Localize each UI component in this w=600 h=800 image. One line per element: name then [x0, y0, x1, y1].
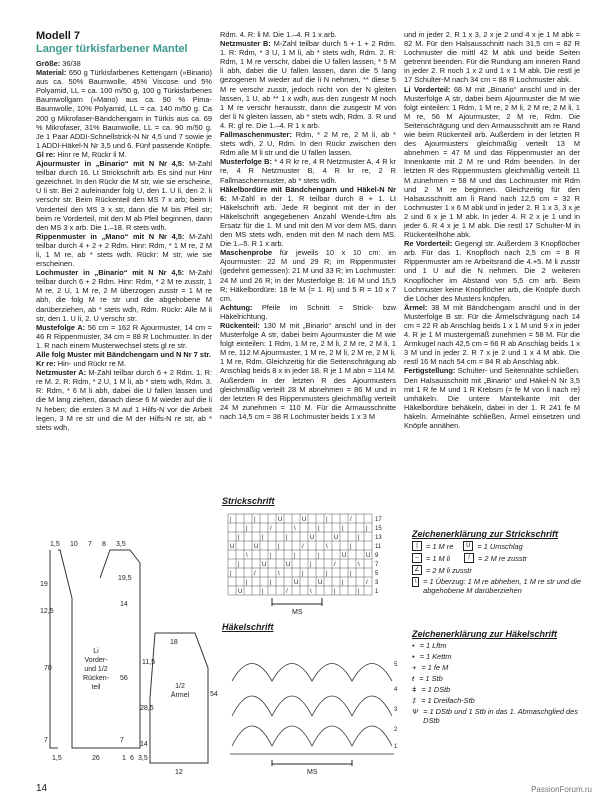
- para-achtung: Achtung: Pfeile im Schnitt = Strick- bzw Häkelrichtung.: [220, 302, 396, 321]
- knit-row-number: 1: [375, 589, 379, 595]
- treble-crochet-icon: ǂ: [412, 685, 417, 694]
- knit-symbol: /: [302, 544, 304, 550]
- legend-crochet-row-2: ▪ = 1 Kettm: [412, 652, 452, 661]
- dim-right-3: 56: [120, 675, 128, 682]
- para-kr-re: Kr re: Hin- und Rückr re M.: [36, 359, 126, 369]
- back-piece-outline: [50, 550, 58, 748]
- label-main-3: und 1/2: [84, 666, 108, 673]
- haekelschrift-title: Häkelschrift: [222, 622, 274, 632]
- strickschrift-legend: [412, 530, 587, 595]
- strickschrift-chart: [222, 508, 392, 620]
- legend-knit-row-1: | = 1 M re U = 1 Umschlag: [412, 541, 587, 551]
- knit-symbol: U: [342, 553, 347, 559]
- legend-knit-row-4: \ = 1 Überzug: 1 M re abheben, 1 M re str und die abgehobene M darüberziehen: [412, 577, 587, 595]
- knit-symbol: |: [350, 571, 352, 577]
- knit-symbol: |: [230, 517, 232, 523]
- para-fallmaschen: Fallmaschenmuster: Rdm, * 2 M re, 2 M li, ab * stets wdh, 2 U, Rdm. In den Rückr zwischen den Rdm alle M li str und die U fallen lassen.: [220, 130, 396, 158]
- knit-symbol: |: [246, 526, 248, 532]
- knit-symbol: U: [366, 553, 371, 559]
- dim-right-1: 19,5: [118, 575, 132, 582]
- legend-knit-row-3: ∠ = 2 M li zusstr: [412, 565, 587, 575]
- knit-symbol: |: [302, 571, 304, 577]
- legend-crochet-row-3: + = 1 fe M: [412, 663, 449, 672]
- knit-symbol: |: [318, 553, 320, 559]
- dim-bottom-5: 3,5: [138, 755, 148, 762]
- knit-symbol: /: [334, 562, 336, 568]
- knit-symbol: U: [238, 589, 243, 595]
- watermark: PassionForum.ru: [531, 785, 592, 794]
- schematic-svg: [30, 538, 216, 778]
- dim-top-1: 1,5: [50, 541, 60, 548]
- dim-top-5: 3,5: [116, 541, 126, 548]
- knit-symbol: /: [350, 517, 352, 523]
- column-3: [404, 30, 580, 430]
- knit-symbol: |: [358, 535, 360, 541]
- crochet-row-number: 1: [394, 744, 398, 750]
- knit-row-number: 13: [375, 535, 382, 541]
- dim-left-4: 7: [44, 737, 48, 744]
- dim-bottom-3: 1: [122, 755, 126, 762]
- knit-symbol: |: [366, 526, 368, 532]
- para-ajourmuster: Ajourmuster in „Binario“ mit N Nr 4,5: M-Zahl teilbar durch 16. Lt Strickschrift arb. Es sind nur Hinr gezeichnet. In den Rückr die M str, wie sie erscheine, U li str. Bei 2 aufeinander folg U, den 1. U li, den 2. li verschr str. Beim Rückenteil den MS 7 x arb; beim li Vorderteil den MS 3 x str, dann die M bis Pfeil str; beim re Vorderteil, mit den M ab Pfeil beginnen, dann den MS 3 x arb. Die 1.–18. R stets wdh.: [36, 159, 212, 232]
- knit-symbol: |: [342, 580, 344, 586]
- label-main-5: teil: [91, 684, 101, 691]
- knit-symbol: /: [366, 580, 368, 586]
- knit-symbol: |: [294, 553, 296, 559]
- dim-left-1: 19: [40, 581, 48, 588]
- k2tog-icon: /: [464, 553, 474, 563]
- para-gl-re: Gl re: Hinr re M, Rückr li M.: [36, 149, 127, 159]
- knit-symbol: |: [350, 544, 352, 550]
- ms-label: MS: [292, 609, 303, 616]
- knit-symbol: \: [278, 571, 280, 577]
- knit-symbol: \: [246, 553, 248, 559]
- knit-symbol: |: [358, 589, 360, 595]
- sleeve-dim-4: 14: [140, 741, 148, 748]
- dim-bottom-4: 6: [130, 755, 134, 762]
- haekelschrift-legend: [412, 630, 587, 725]
- legend-crochet-row-5: ǂ = 1 DStb: [412, 685, 451, 694]
- model-subtitle: Langer türkisfarbener Mantel: [36, 43, 188, 55]
- knit-row-number: 5: [375, 571, 379, 577]
- label-main-4: Rücken-: [82, 675, 110, 682]
- para-musterfolge-a: Mustefolge A: 56 cm = 162 R Ajourmuster, 14 cm = 46 R Rippenmuster, 34 cm = 88 R Lochmuster. In der 1. R nach einem Musterwechsel stets gl re str.: [36, 322, 212, 350]
- double-crochet-icon: ŧ: [412, 674, 415, 683]
- crochet-row-number: 4: [394, 687, 398, 693]
- ssk-icon: \: [412, 577, 419, 587]
- knit-symbol: |: [238, 562, 240, 568]
- knit-symbol: |: [270, 580, 272, 586]
- knit-symbol: U: [334, 535, 339, 541]
- legend-crochet-row-6: ‡ = 1 Dreifach-Stb: [412, 696, 475, 705]
- knit-symbol: |: [262, 535, 264, 541]
- knit-row-number: 15: [375, 526, 382, 532]
- knit-row-number: 9: [375, 553, 379, 559]
- sleeve-label-1: 1/2: [175, 683, 185, 690]
- knit-symbol: |: [326, 571, 328, 577]
- sleeve-dim-6: 54: [210, 691, 218, 698]
- para-lochmuster: Lochmuster in „Binario“ mit N Nr 4,5: M-Zahl teilbar durch 6 + 2 Rdm. Hinr: Rdm, * 2 M re zusstr, 1 M re, 2 U, 1 M re, 2 M überzogen zusstr = 1 M re abh, die folg M re str und die abgehobene M darüberziehen, ab * stets wdh, Rdm. Rückr: Alle M li str, den 1. U li, 2. U verschr str.: [36, 268, 212, 323]
- dim-left-3: 70: [44, 665, 52, 672]
- chain-icon: •: [412, 641, 415, 650]
- knit-symbol: U: [254, 544, 259, 550]
- column-1: [36, 30, 212, 432]
- dim-bottom-1: 1,5: [52, 755, 62, 762]
- knit-symbol: |: [254, 517, 256, 523]
- page-number: 14: [36, 783, 48, 794]
- dim-right-2: 14: [120, 601, 128, 608]
- para-material: Material: 650 g Türkisfarbenes Kettengarn (»Binario) aus ca. 50% Baumwolle, 45% Viscose und 5% Polyamid, LL = ca. 100 m/50 g, 100 g Türkisfarbenes Baumwollgarn (»Mano) aus ca. 90 % Pima-Baumwolle, 10% Polyamid, LL = ca. 140 m/50 g. Ca 200 g Mikrofaser-Bändchengarn in Türkis aus ca. 69 % Mikrofaser, 31% Baumwolle, LL = ca. 90 m/50 g. Je 1 Paar ADDI-Schnellstrick-N Nr 4,5 und 7 sowie je 1 ADDI-Häkel-N Nr 3,5 und 6. Fünf passende Knöpfe.: [36, 68, 212, 150]
- knit-symbol: |: [270, 553, 272, 559]
- triple-treble-icon: ‡: [412, 696, 417, 705]
- para-alle-folg: Alle folg Muster mit Bändchengarn und N Nr 7 str.: [36, 350, 211, 359]
- knit-row-number: 3: [375, 580, 379, 586]
- knit-symbol: /: [254, 571, 256, 577]
- legend-knit-row-2: – = 1 M li / = 2 M re zusstr: [412, 553, 587, 563]
- knit-symbol: |: [246, 580, 248, 586]
- para-halsausschnitt: und in jeder 2. R 1 x 3, 2 x je 2 und 4 x je 1 M abk = 82 M. Für den Halsausschnitt nach 31,5 cm = 82 R Lochmuster die mittl 42 M abk und beide Seiten getrennt beenden. Für die Rundung am inneren Rand in jeder 2. R noch 1 x 2 und 1 x 1 M abk. Die restl je 17 Schulter-M nach 34 cm = 88 R Lochmuster abk.: [404, 30, 580, 85]
- strickschrift-svg: [222, 508, 392, 620]
- knit-symbol: |: [310, 562, 312, 568]
- sleeve-dim-2: 11,5: [142, 659, 156, 666]
- knit-symbol: U: [262, 562, 267, 568]
- knit-symbol: /: [286, 589, 288, 595]
- dim-left-2: 12,5: [40, 608, 54, 615]
- legend-crochet-row-1: • = 1 Lftm: [412, 641, 447, 650]
- sleeve-label-2: Ärmel: [170, 692, 190, 699]
- knit-symbol: U: [318, 580, 323, 586]
- knit-symbol: |: [334, 589, 336, 595]
- crochet-row-3-arcs: [232, 696, 392, 716]
- haekelschrift-svg: [222, 636, 402, 776]
- para-rippenmuster: Rippenmuster in „Mano“ mit N Nr 4,5: M-Zahl teilbar durch 4 + 2 + 2 Rdm. Hinr: Rdm, * 1 M re, 2 M li, 1 M re, ab * stets wdh. Rückr: M str, wie sie erscheinen.: [36, 231, 212, 269]
- crochet-row-number: 2: [394, 727, 398, 733]
- knit-symbol: \: [358, 562, 360, 568]
- sleeve-dim-5: 12: [175, 769, 183, 776]
- knit-symbol: U: [286, 562, 291, 568]
- strickschrift-legend-title: Zeichenerklärung zur Strickschrift: [412, 529, 559, 539]
- para-netzmuster-b: Netzmuster B: M-Zahl teilbar durch 5 + 1 + 2 Rdm. 1. R: Rdm, * 3 U, 1 M li, ab * stets wdh, Rdm. 2. R: Rdm, 1 M re verschr, dabei die U fallen lassen, * 5 M li abh, dabei die U fallen lassen, dann die 5 lang gezogenen M wieder auf die li N nehmen, ** diese 5 M re verschr zusstr, jedoch nicht von der N gleiten lassen, 1 U, ab ** 1 x wdh, aus den zusgestr M noch 1 M re verschr herausstr, dann die zusgestr M von der li N gleiten lassen, ab * stets wdh, Rdm. 3. R und 4. R: gl re. Die 1.–4. R 1 x arb.: [220, 39, 396, 130]
- crochet-row-5-arcs: [232, 664, 392, 682]
- para-rdm: Rdm. 4. R: li M. Die 1.–4. R 1 x arb.: [220, 30, 337, 39]
- dim-top-3: 7: [88, 541, 92, 548]
- legend-crochet-row-4: ŧ = 1 Stb: [412, 674, 443, 683]
- knit-symbol: |: [278, 544, 280, 550]
- p2tog-icon: ∠: [412, 565, 422, 575]
- knit-left-icon: –: [412, 553, 422, 563]
- knit-symbol: \: [294, 526, 296, 532]
- column-2: [220, 30, 396, 421]
- knit-right-icon: |: [412, 541, 422, 551]
- knit-row-number: 17: [375, 517, 382, 523]
- knit-symbol: |: [262, 589, 264, 595]
- para-re-vorderteil: Re Vorderteil: Gegengl str. Außerdem 3 Knopflöcher arb. Für das 1. Knopfloch nach 2,5 cm = 8 R Rippenmuster am re Arbeitsrand die 4.+5. M li zusstr und 1 U auf die N nehmen. Die 2 weiteren Knopflöcher im Abstand von 5,5 cm arb. Beim Lochmuster keine Knopflöcher arb, die Knöpfe durch die Löcher des Musters knöpfen.: [404, 239, 580, 303]
- knit-row-number: 11: [375, 544, 382, 550]
- slip-stitch-icon: ▪: [412, 652, 415, 661]
- single-crochet-icon: +: [412, 663, 417, 672]
- knit-symbol: U: [230, 544, 235, 550]
- yarn-over-icon: U: [463, 541, 473, 551]
- crochet-row-number: 3: [394, 707, 398, 713]
- para-aermel: Ärmel: 38 M mit Bändchengarn anschl und in der Musterfolge B str. Für die Ärmelschrägung nach 14 cm = 22 R ab Anschlag beids 1 x 1 M und 9 x in jeder 4. R je 1 M mustergemäß zunehmen = 58 M. Für die Armkugel nach 42,5 cm = 66 R ab Anschlag beids 1 x 3 M und in jeder 2. R 7 x je 2 und 1 x 4 M abk. Die restl 16 M nach 54 cm = 84 R ab Anschlag abk.: [404, 302, 580, 367]
- knit-symbol: U: [294, 580, 299, 586]
- knit-symbol: |: [238, 535, 240, 541]
- knit-symbol: |: [230, 571, 232, 577]
- haekelschrift-legend-title: Zeichenerklärung zur Häkelschrift: [412, 629, 558, 639]
- para-li-vorderteil: Li Vorderteil: 68 M mit „Binario“ anschl und in der Musterfolge A str, dabei beim Ajourmuster die M wie folgt einteilen: 1 Rdm, 1 M re, 2 M li, 2 M re, 2 M li, 1 M re, 56 M Ajourmuster, 2 M re, Rdm. Die Seitenschrägung und den Armausschnitt am re Rand wie beim Rückenteil arb. Außerdem in der letzten R des Ajourmusters gleichmäßig verteilt 13 M abnehmen = 47 M und das Rippenmuster an der Innenkante mit 2 M re und Rdm beenden. In der letzten R des Rippenmusters gleichmäßig verteilt 11 M zunehmen = 58 M und das Lochmuster mit Rdm und 2 M re beginnen. Gleichzeitig für den Halsausschnitt am li Rand nach 12,5 cm = 32 R Lochmuster 1 x 6 M abk und in jeder 2. R 1 x 3, 3 x je 2 und 6 x je 1 M abk. In jeder 4. R 2 x je 1 und in jeder 6. R 4 x je 1 M abk. Die restl 17 Schulter-M in Rückenteilhöhe abk.: [404, 84, 580, 240]
- knit-symbol: U: [278, 517, 283, 523]
- para-musterfolge-b: Musterfolge B: * 4 R kr re, 4 R Netzmuster A, 4 R kr re, 4 R Netzmuster B, 4 R kr re, 2 R Fallmaschenmuster, ab * stets wdh.: [220, 157, 396, 185]
- knit-symbol: /: [270, 526, 272, 532]
- dim-bottom-2: 26: [92, 755, 100, 762]
- dim-top-4: 8: [102, 541, 106, 548]
- para-netzmuster-a: Netzmuster A: M-Zahl teilbar durch 6 + 2 Rdm. 1. R: re M. 2. R: Rdm, * 2 U, 1 M li, ab * stets wdh, Rdm. 3. R: Rdm, * 6 M li abh, dabei die U fallen lassen und die M lang ziehen, danach diese 6 M wieder auf die li N heben; die ersten 3 M auf 1 Hilfs-N vor die Arbeit legen, 3 M re str und die M der Hilfs-N re str, ab * stets wdh,: [36, 368, 212, 432]
- para-rueckenteil: Rückenteil: 130 M mit „Binario“ anschl und in der Musterfolge A str, dabei beim Ajourmuster die M wie folgt einteilen: 1 Rdm, 1 M re, 2 M li, 2 M re, 2 M li, 1 M re, 112 M Ajourmuster, 1 M re, 2 M li, 2 M re, 2 M li, 1 M re, Rdm. Gleichzeitig für die Seitenschrägung ab Anschlag beids 8 x in jeder 18. R je 1 M abn = 114 M. Außerdem in der letzten R des Ajourmusters gleichmäßig verteilt 28 M abnehmen = 86 M und in der letzten R des Rippenmusters gleichmäßig verteilt 24 M zunehmen = 110 M. Für die Armausschnitte nach 14,5 cm = 38 R Lochmuster beids 1 x 3 M: [220, 321, 396, 421]
- knit-symbol: \: [310, 589, 312, 595]
- sleeve-dim-1: 18: [170, 639, 178, 646]
- knit-symbol: |: [326, 517, 328, 523]
- knit-symbol: |: [286, 535, 288, 541]
- knit-symbol: |: [342, 526, 344, 532]
- crochet-row-1-arcs: [232, 726, 392, 746]
- knit-row-number: 7: [375, 562, 379, 568]
- crochet-ms-label: MS: [307, 769, 318, 776]
- para-fertigstellung: Fertigstellung: Schulter- und Seitennähte schließen. Den Halsausschnitt mit „Binario“ und Häkel-N Nr 3,5 mit 1 R fe M und 1 R Krebsm (= fe M von li nach re) umhäkeln. Die untere Mantelkante mit der Häkelbordüre behäkeln, dabei in der 1. R 241 fe M häkeln. Ärmelnähte schließen, Ärmel einsetzen und Knöpfe annähen.: [404, 366, 580, 431]
- model-title: Modell 7: [36, 30, 81, 42]
- legend-crochet-row-7: Ѱ = 1 DStb und 1 Stb in das 1. Abmaschglied des DStb: [412, 707, 578, 725]
- knit-symbol: U: [310, 535, 315, 541]
- para-haekelbordure: Häkelbordüre mit Bändchengarn und Häkel-N Nr 6: M-Zahl in der 1. R teilbar durch 8 + 1. Lt Häkelschrift arb. Jede R beginnt mit der in der Häkelschrift angegebenen Anzahl Wende-Lftm als Ersatz für die 1. M und mit den M vor dem MS, dann den MS stets wdh, enden mit den M nach dem MS. Die 1.–5. R 1 x arb.: [220, 184, 396, 249]
- crochet-row-number: 5: [394, 662, 398, 668]
- dim-right-4: 7: [120, 737, 124, 744]
- label-main-2: Vorder-: [84, 657, 108, 664]
- garment-schematic: [30, 538, 216, 778]
- knit-symbol: \: [326, 544, 328, 550]
- strickschrift-title: Strickschrift: [222, 496, 275, 506]
- haekelschrift-chart: [222, 636, 402, 776]
- sleeve-dim-3: 28,5: [140, 705, 154, 712]
- knit-symbol: U: [302, 517, 307, 523]
- dim-top-2: 10: [70, 541, 78, 548]
- para-size: Größe: 36/38: [36, 59, 81, 68]
- label-main-1: Li: [93, 648, 99, 655]
- treble-plus-double-icon: Ѱ: [412, 707, 419, 716]
- para-maschenprobe: Maschenprobe für jeweils 10 x 10 cm: im Ajourmuster: 22 M und 29 R; im Rippenmuster (gedehnt gemessen): 21 M und 33 R; im Lochmuster: 24 M und 26 R; in der Musterfolge B: 16 M und 15,5 R; Häkelbordüre: 18 fe M (= 1. R) und 5 R = 10 x 7 cm.: [220, 248, 396, 303]
- knit-symbol: |: [318, 526, 320, 532]
